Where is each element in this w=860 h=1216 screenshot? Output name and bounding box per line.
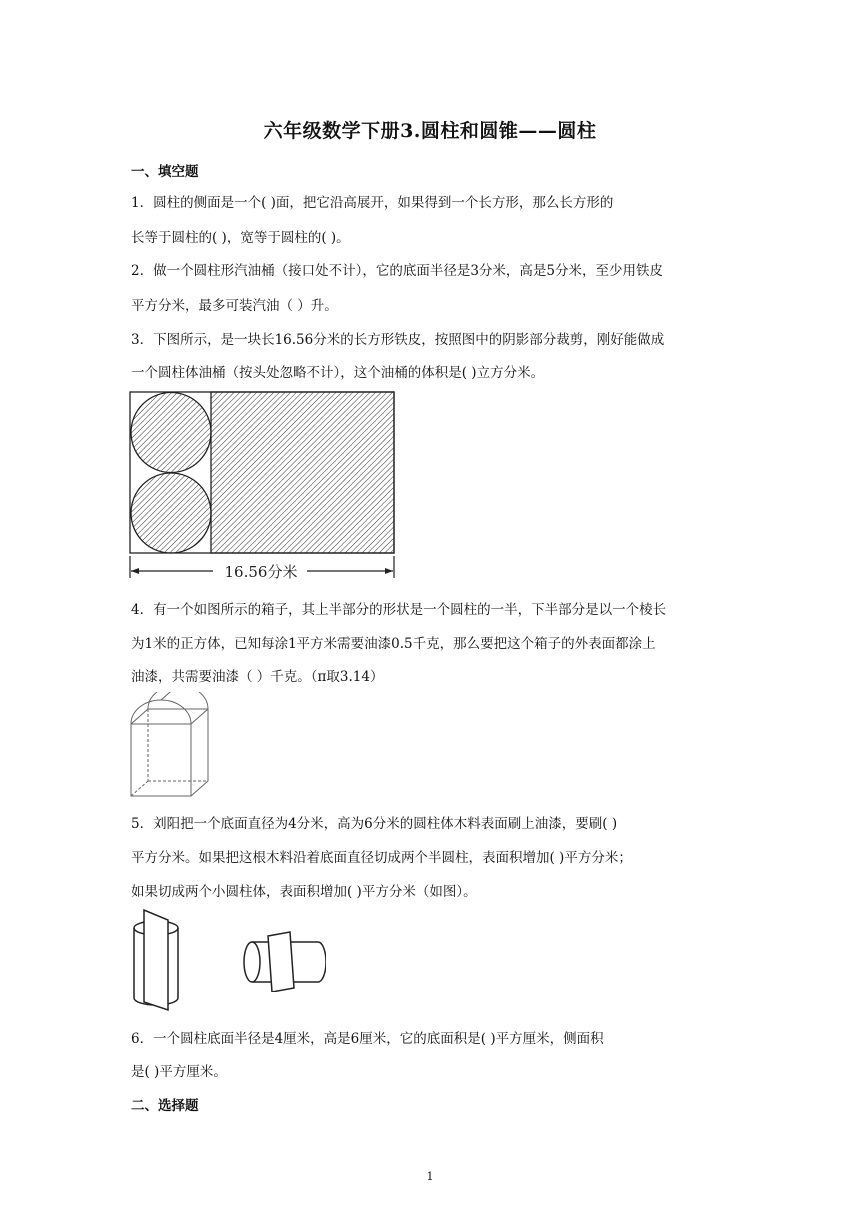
question-3-line-2: 一个圆柱体油桶（按头处忽略不计），这个油桶的体积是( )立方分米。: [131, 365, 545, 381]
section-heading-fill-blank: 一、填空题: [131, 164, 199, 180]
question-6-line-1: 6．一个圆柱底面半径是4厘米，高是6厘米，它的底面积是( )平方厘米，侧面积: [131, 1031, 604, 1047]
cylinder-cut-crosswise-figure: [238, 930, 326, 992]
question-1-line-1: 1．圆柱的侧面是一个( )面，把它沿高展开，如果得到一个长方形，那么长方形的: [131, 195, 614, 211]
question-3-line-1: 3．下图所示，是一块长16.56分米的长方形铁皮，按照图中的阴影部分裁剪，刚好能做成: [131, 332, 665, 348]
question-4-line-2: 为1米的正方体，已知每涂1平方米需要油漆0.5千克，那么要把这个箱子的外表面都涂上: [131, 636, 656, 652]
section-heading-choice: 二、选择题: [131, 1098, 199, 1114]
page-title: 六年级数学下册3.圆柱和圆锥——圆柱: [263, 120, 597, 142]
length-label: 16.56分米: [224, 563, 298, 580]
cylinder-cut-lengthwise-figure: [126, 906, 186, 1012]
question-5-line-3: 如果切成两个小圆柱体，表面积增加( )平方分米（如图）。: [131, 884, 477, 900]
question-1-line-2: 长等于圆柱的( )，宽等于圆柱的( )。: [131, 230, 350, 246]
question-5-line-2: 平方分米。如果把这根木料沿着底面直径切成两个半圆柱，表面积增加( )平方分米；: [131, 850, 632, 866]
page-number: 1: [426, 1170, 434, 1183]
box-figure: [126, 692, 216, 802]
shaded-bottom-circle: [131, 473, 211, 553]
sheet-cutting-figure: [125, 388, 405, 580]
question-4-line-1: 4．有一个如图所示的箱子，其上半部分的形状是一个圆柱的一半，下半部分是以一个棱长: [131, 602, 667, 618]
shaded-side-rectangle: [211, 392, 394, 553]
question-2-line-2: 平方分米，最多可装汽油（ ）升。: [131, 298, 338, 314]
question-4-line-3: 油漆，共需要油漆（ ）千克。（π取3.14）: [131, 669, 384, 685]
question-2-line-1: 2．做一个圆柱形汽油桶（接口处不计），它的底面半径是3分米，高是5分米，至少用铁皮: [131, 263, 664, 279]
question-6-line-2: 是( )平方厘米。: [131, 1064, 227, 1080]
question-5-line-1: 5．刘阳把一个底面直径为4分米，高为6分米的圆柱体木料表面刷上油漆，要刷( ): [131, 816, 618, 832]
shaded-top-circle: [131, 393, 211, 473]
